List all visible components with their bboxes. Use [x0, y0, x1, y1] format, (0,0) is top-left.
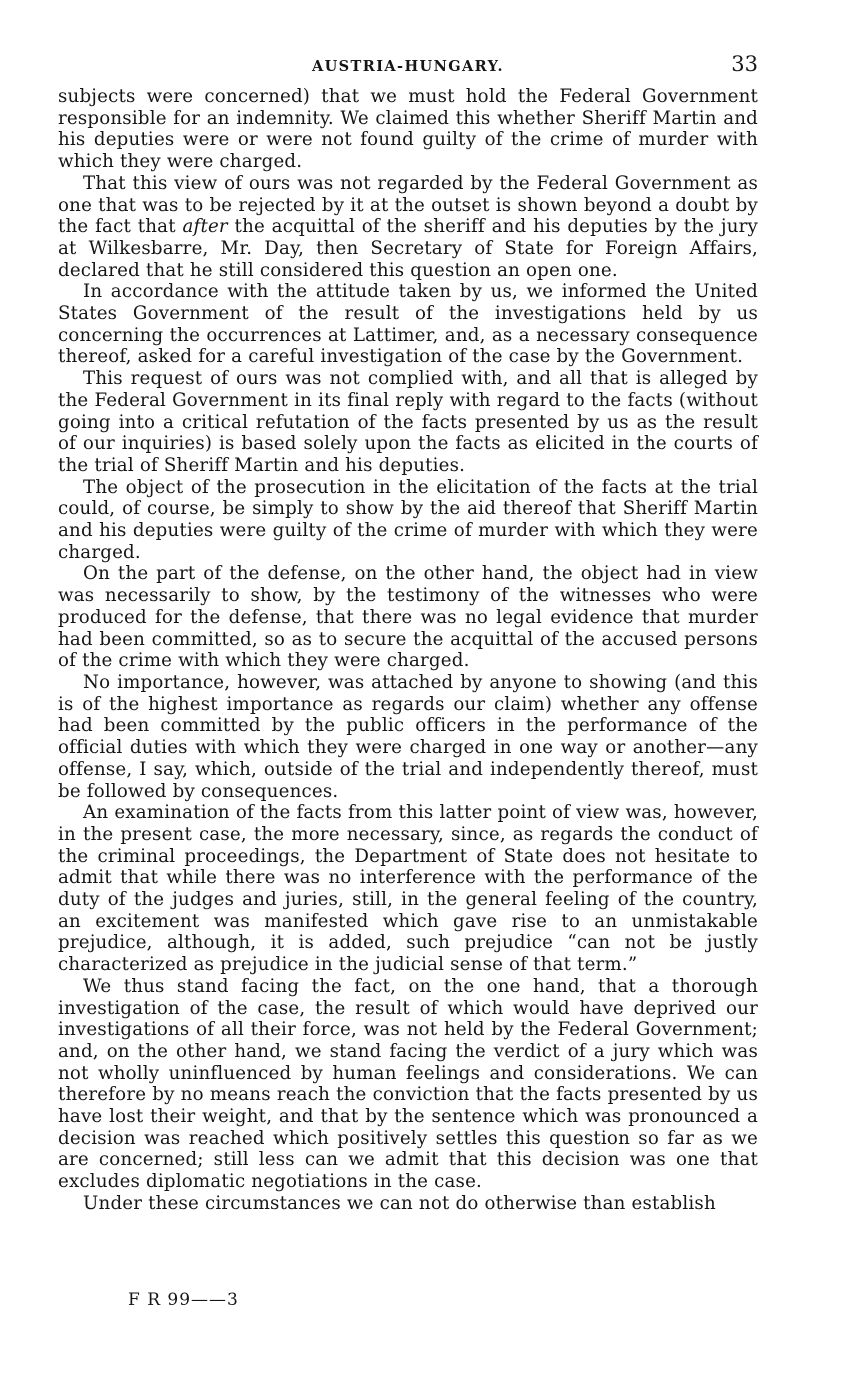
paragraph-4: This request of ours was not complied with, and all that is alleged by the Federal Government in its final reply with regard to the facts (without going into a critical refutation of the facts presented by us as the result of our inquiries) is based solely upon the facts as elicited in the courts of the trial of Sheriff Martin and his deputies. — [58, 368, 758, 476]
paragraph-2: That this view of ours was not regarded by the Federal Government as one that was to be rejected by it at the outset is shown beyond a doubt by the fact that after the acquittal of the sheriff and his deputies by the jury at Wilkesbarre, Mr. Day, then Secretary of State for Foreign Affairs, declared that he still considered this question an open one. — [58, 172, 758, 281]
paragraph-1: subjects were concerned) that we must hold the Federal Government responsible for an indemnity. We claimed this whether Sheriff Martin and his deputies were or were not found guilty of the crime of murder with which they were charged. — [58, 86, 758, 173]
signature-mark: F R 99——3 — [128, 1290, 239, 1310]
running-title: AUSTRIA-HUNGARY. — [311, 58, 505, 75]
paragraph-6: On the part of the defense, on the other hand, the object had in view was necessarily to show, by the testimony of the witnesses who were produced for the defense, that there was no legal evidence that murder had been committed, so as to secure the acquittal of the accused persons of the crime with which they were charged. — [58, 563, 758, 672]
paragraph-10: Under these circumstances we can not do otherwise than establish — [83, 1192, 716, 1214]
paragraph-5: The object of the prosecution in the elicitation of the facts at the trial could, of course, be simply to show by the aid thereof that Sheriff Martin and his deputies were guilty of the crime of murder with which they were charged. — [58, 476, 758, 563]
document-page — [58, 52, 758, 1215]
running-head — [58, 52, 758, 86]
paragraph-8: An examination of the facts from this latter point of view was, however, in the present case, the more necessary, since, as regards the conduct of the criminal proceedings, the Department of State does not hesitate to admit that while there was no interference with the performance of the duty of the judges and juries, still, in the general feeling of the country, an excitement was manifested which gave rise to an unmistakable prejudice, although, it is added, such prejudice “can not be justly characterized as prejudice in the judicial sense of that term.” — [58, 802, 758, 976]
paragraph-3: In accordance with the attitude taken by us, we informed the United States Government of the result of the investigations held by us concerning the occurrences at Lattimer, and, as a necessary consequence thereof, asked for a careful investigation of the case by the Government. — [58, 281, 758, 368]
page-number: 33 — [731, 52, 758, 76]
body-text — [58, 86, 758, 1215]
emphasis-after: after — [182, 216, 228, 238]
paragraph-9: We thus stand facing the fact, on the one hand, that a thorough investigation of the case, the result of which would have deprived our investigations of all their force, was not held by the Federal Government; and, on the other hand, we stand facing the verdict of a jury which was not wholly uninfluenced by human feelings and considerations. We can therefore by no means reach the conviction that the facts presented by us have lost their weight, and that by the sentence which was pronounced a decision was reached which positively settles this question so far as we are concerned; still less can we admit that this decision was one that excludes diplomatic negotiations in the case. — [58, 975, 758, 1193]
paragraph-7: No importance, however, was attached by anyone to showing (and this is of the highest importance as regards our claim) whether any offense had been committed by the public officers in the performance of the official duties with which they were charged in one way or another—any offense, I say, which, outside of the trial and independently thereof, must be followed by consequences. — [58, 671, 758, 802]
